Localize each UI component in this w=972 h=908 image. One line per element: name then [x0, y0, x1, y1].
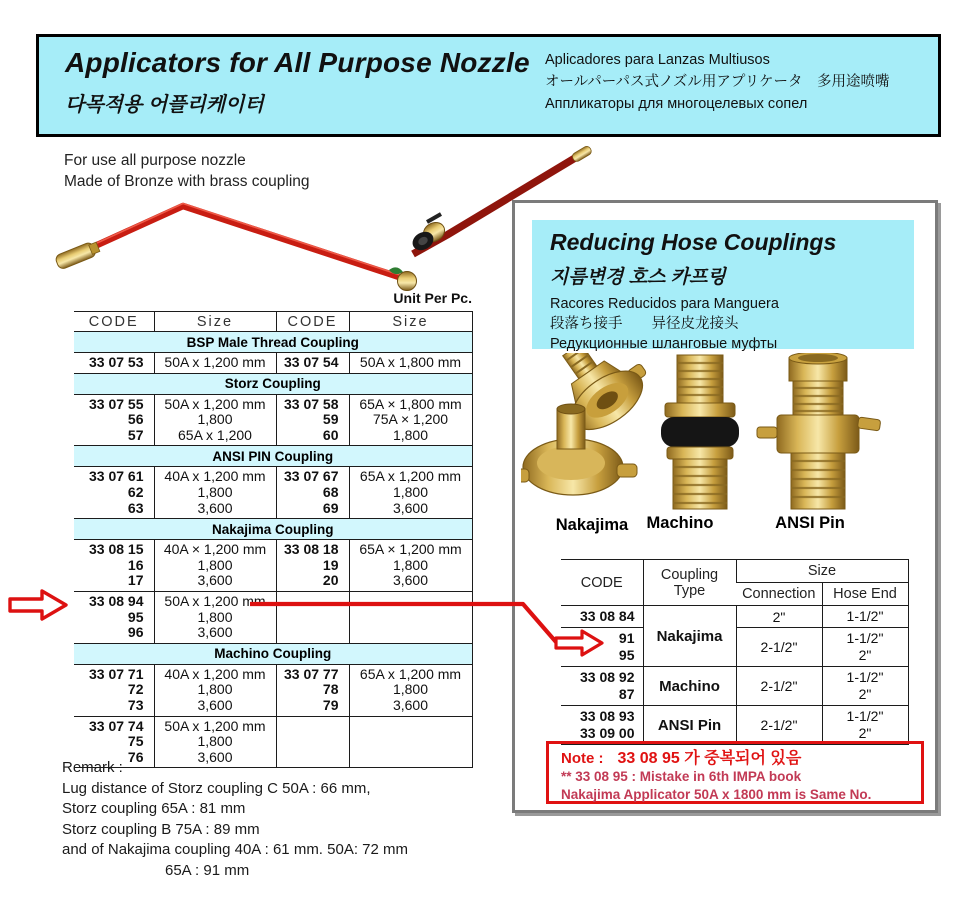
table-cell-line: 1-1/2"	[846, 608, 884, 624]
couplings-product-photo	[521, 353, 929, 513]
note-label: Note :	[561, 750, 604, 767]
table-cell-line: 3,600	[197, 748, 233, 765]
label-nakajima: Nakajima	[555, 516, 629, 534]
code-cell	[74, 540, 154, 592]
title-banner	[36, 34, 941, 137]
table-cell-line: 62	[127, 483, 144, 500]
table-cell-line: 3,600	[197, 696, 233, 713]
table-cell-line: 1,800	[197, 681, 233, 698]
table-cell-line: 1,800	[197, 556, 233, 573]
code-cell	[74, 467, 154, 519]
panel-title-russian: Редукционные шланговые муфты	[550, 336, 778, 352]
remark-title: Remark :	[62, 759, 123, 776]
table-cell-line: 33 09 00	[580, 725, 635, 741]
coupling-type-cell: ANSI Pin	[643, 706, 736, 745]
table-cell-line: 33 07 55	[89, 395, 144, 412]
code-cell	[276, 540, 349, 592]
wand-tube	[95, 206, 405, 279]
remark-line: and of Nakajima coupling 40A : 61 mm. 50A: 72 mm	[62, 841, 409, 858]
connection-cell: 2-1/2"	[736, 628, 822, 667]
code-cell	[276, 353, 349, 374]
section-header-row	[74, 519, 472, 540]
reference-connector-arrow	[244, 594, 614, 664]
table-cell-line: 60	[322, 426, 339, 443]
label-machino: Machino	[646, 514, 714, 532]
column-header-coupling-type: Coupling Type	[643, 560, 736, 606]
table-cell-line: 1-1/2"	[846, 669, 884, 685]
table-cell-line: 76	[127, 748, 144, 765]
connection-cell: 2-1/2"	[736, 706, 822, 745]
panel-title-jp-cn: 段落ち接手 异径皮龙接头	[550, 316, 739, 332]
table-cell-line: 3,600	[197, 572, 233, 589]
remark-line: Storz coupling B 75A : 89 mm	[62, 820, 260, 838]
connection-cell: 2"	[736, 606, 822, 628]
table-row	[74, 467, 472, 519]
size-cell	[349, 394, 472, 446]
code-cell	[74, 394, 154, 446]
note-line: Nakajima Applicator 50A x 1800 mm is Same No.	[561, 787, 872, 802]
hose-end-cell	[822, 628, 908, 667]
code-cell	[276, 664, 349, 716]
table-cell-line: 33 08 94	[89, 592, 144, 609]
table-row	[74, 394, 472, 446]
nozzle-tip-2	[571, 145, 593, 163]
ball-coupling	[398, 272, 417, 291]
description-line: Made of Bronze with brass coupling	[64, 173, 310, 190]
table-cell-line: 1-1/2"	[846, 708, 884, 724]
table-cell-line: 65A x 1,200 mm	[359, 665, 462, 682]
table-cell-line: 65A x 1,200	[178, 426, 252, 443]
table-cell-line: 3,600	[392, 499, 429, 516]
table-cell-line: 1,800	[392, 483, 429, 500]
table-cell-line: 75A × 1,200	[372, 411, 449, 428]
table-row	[74, 540, 472, 592]
size-cell	[154, 353, 276, 374]
hose-end-cell	[822, 667, 908, 706]
note-box	[546, 741, 924, 804]
table-cell-line: 50A x 1,800 mm	[359, 354, 462, 370]
table-cell-line: 17	[127, 572, 144, 589]
size-cell	[154, 540, 276, 592]
size-cell	[349, 353, 472, 374]
table-cell-line: 20	[322, 572, 339, 589]
reducing-couplings-panel	[512, 200, 938, 813]
table-cell-line: 2"	[858, 686, 872, 702]
table-cell-line: 33 08 92	[580, 669, 635, 685]
table-cell-line: 69	[322, 499, 339, 516]
title-block	[39, 37, 545, 134]
table-cell-line: 95	[127, 608, 144, 625]
section-header-row	[74, 332, 472, 353]
section-header: ANSI PIN Coupling	[74, 446, 472, 467]
column-header-hose-end: Hose End	[822, 583, 908, 606]
remark-line: Lug distance of Storz coupling C 50A : 66 mm,	[62, 779, 371, 797]
table-cell-line: 16	[127, 556, 144, 573]
table-cell-line: 40A x 1,200 mm	[164, 665, 266, 682]
label-ansi-pin: ANSI Pin	[775, 514, 845, 532]
table-cell-line: 33 07 77	[284, 665, 339, 682]
code-cell	[74, 591, 154, 643]
size-cell	[349, 664, 472, 716]
column-header-code: CODE	[276, 312, 349, 332]
table-cell-line: 1,800	[392, 556, 429, 573]
section-header-row	[74, 446, 472, 467]
code-cell	[561, 706, 643, 745]
panel-title-korean: 지름변경 호스 카프링	[550, 267, 726, 288]
table-cell-line: 2"	[858, 647, 872, 663]
code-cell	[74, 664, 154, 716]
table-cell-line: 87	[618, 686, 635, 702]
table-cell-line: 50A x 1,200 mm	[164, 592, 266, 609]
table-cell-line: 40A x 1,200 mm	[164, 468, 266, 485]
section-header: Storz Coupling	[74, 373, 472, 394]
table-header-row	[74, 312, 472, 332]
table-cell-line: 50A x 1,200 mm	[164, 395, 266, 412]
title-translation-line: Аппликаторы для многоцелевых сопел	[545, 96, 808, 112]
table-cell-line: 63	[127, 499, 144, 516]
table-cell-line: 1,800	[197, 733, 233, 750]
nozzle-tip	[55, 240, 101, 270]
table-cell-line: 59	[322, 411, 339, 428]
note-line: ** 33 08 95 : Mistake in 6th IMPA book	[561, 769, 802, 784]
table-cell-line: 3,600	[197, 624, 233, 641]
table-cell-line: 40A × 1,200 mm	[163, 541, 267, 558]
nakajima-coupling-photo	[521, 353, 659, 495]
description-line: For use all purpose nozzle	[64, 152, 246, 169]
hose-end-cell	[822, 606, 908, 628]
remark-line: Storz coupling 65A : 81 mm	[62, 800, 246, 817]
page-title-korean: 다목적용 어플리케이터	[65, 94, 264, 116]
section-header-row	[74, 373, 472, 394]
column-header-connection: Connection	[736, 583, 822, 606]
table-cell-line: 78	[322, 681, 339, 698]
remark-line: 65A : 91 mm	[165, 861, 250, 879]
table-cell-line: 19	[322, 556, 339, 573]
connection-cell: 2-1/2"	[736, 667, 822, 706]
size-cell	[349, 467, 472, 519]
applicator-code-table	[74, 311, 473, 768]
table-cell-line: 1,800	[197, 483, 233, 500]
table-cell-line: 2"	[858, 725, 872, 741]
table-cell-line: 91	[618, 630, 635, 646]
code-cell	[276, 394, 349, 446]
title-translation-line: オールパーパス式ノズル用アプリケータ 多用途喷嘴	[545, 74, 890, 90]
coupling-type-cell: Machino	[643, 667, 736, 706]
panel-title: Reducing Hose Couplings	[550, 229, 837, 255]
table-cell-line: 68	[322, 483, 339, 500]
table-cell-line: 33 07 53	[89, 354, 144, 370]
size-cell	[154, 394, 276, 446]
table-cell-line: 33 07 67	[284, 468, 339, 485]
table-cell-line: 72	[127, 681, 144, 698]
section-header: Nakajima Coupling	[74, 519, 472, 540]
column-header-size: Size	[154, 312, 276, 332]
size-cell	[154, 467, 276, 519]
panel-title-spanish: Racores Reducidos para Manguera	[550, 296, 779, 312]
table-cell-line: 79	[322, 696, 339, 713]
table-cell-line: 50A x 1,200 mm	[164, 354, 266, 370]
highlight-arrow-icon	[6, 588, 70, 622]
table-cell-line: 33 08 18	[284, 541, 339, 558]
note-code: 33 08 95 가 중복되어 있음	[617, 750, 802, 767]
table-cell-line: 73	[127, 696, 144, 713]
table-row	[74, 353, 472, 374]
table-cell-line: 33 07 58	[284, 395, 339, 412]
ansi-pin-coupling-photo	[757, 353, 881, 509]
table-cell-line: 65A x 1,200 mm	[359, 468, 462, 485]
table-row	[561, 667, 908, 706]
table-cell-line: 33 08 15	[89, 541, 144, 558]
table-cell-line: 1,800	[392, 426, 429, 443]
table-cell-line: 33 08 93	[580, 708, 635, 724]
panel-title-box	[532, 220, 914, 352]
hose-end-cell	[822, 706, 908, 745]
unit-label: Unit Per Pc.	[393, 290, 472, 306]
column-header-size: Size	[349, 312, 472, 332]
table-cell-line: 56	[127, 411, 144, 428]
table-row	[561, 706, 908, 745]
table-cell-line: 1-1/2"	[846, 630, 884, 646]
table-cell-line: 33 07 74	[89, 717, 144, 734]
page-title: Applicators for All Purpose Nozzle	[65, 47, 530, 78]
table-cell-line: 1,800	[392, 681, 429, 698]
table-cell-line: 65A × 1,200 mm	[359, 541, 462, 558]
section-header: BSP Male Thread Coupling	[74, 332, 472, 353]
code-cell	[276, 467, 349, 519]
section-header: Machino Coupling	[74, 643, 472, 664]
column-header-size: Size	[736, 560, 908, 583]
table-cell-line: 65A × 1,800 mm	[359, 395, 462, 412]
table-cell-line: 75	[127, 733, 144, 750]
table-cell-line: 1,800	[197, 411, 233, 428]
table-cell-line: 33 07 71	[89, 665, 144, 682]
title-translation-line: Aplicadores para Lanzas Multiusos	[545, 52, 770, 68]
column-header-code: CODE	[561, 560, 643, 606]
table-cell-line: 3,600	[392, 572, 429, 589]
table-cell-line: 33 07 61	[89, 468, 144, 485]
machino-coupling-photo	[661, 355, 739, 509]
table-cell-line: 1,800	[197, 608, 233, 625]
table-cell-line: 95	[618, 647, 635, 663]
code-cell	[561, 667, 643, 706]
title-translations	[545, 37, 890, 134]
table-cell-line: 96	[127, 624, 144, 641]
remark-block	[62, 758, 408, 881]
note-line	[561, 749, 921, 768]
table-header-row	[561, 560, 908, 583]
table-row	[74, 664, 472, 716]
table-cell-line: 33 07 54	[284, 354, 339, 370]
table-cell-line: 3,600	[197, 499, 233, 516]
coupling-type-cell: Nakajima	[643, 606, 736, 667]
code-cell	[74, 353, 154, 374]
table-cell-line: 33 08 84	[580, 608, 635, 624]
size-cell	[349, 540, 472, 592]
table-cell-line: 57	[127, 426, 144, 443]
table-cell-line: 50A x 1,200 mm	[164, 717, 266, 734]
size-cell	[154, 664, 276, 716]
table-cell-line: 3,600	[392, 696, 429, 713]
column-header-code: CODE	[74, 312, 154, 332]
